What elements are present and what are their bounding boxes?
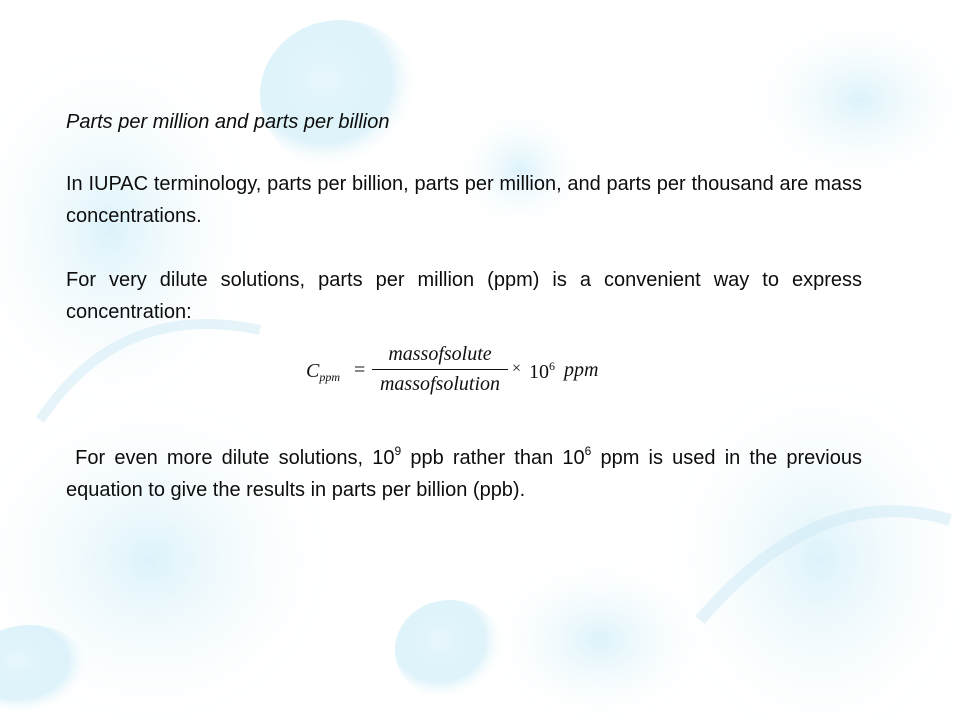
superscript-6: 6 [584,444,592,458]
formula-exponent: 6 [549,359,555,373]
formula-numerator: massofsolute [388,343,492,365]
paragraph-dilute: For very dilute solutions, parts per million (ppm) is a convenient way to express concentration: [66,269,862,323]
formula-times: × [512,360,522,377]
formula-lhs: $C_{ppm}$ [306,360,341,384]
superscript-9: 9 [394,444,402,458]
formula-fraction [370,342,510,396]
slide-content [66,108,862,506]
formula-equals: = [354,359,366,381]
formula-denominator: massofsolution [379,373,501,395]
formula-power: $10^6$ [529,359,555,383]
paragraph-iupac: In IUPAC terminology, parts per billion, parts per million, and parts per thousand are mass concentrations. [66,173,862,227]
formula-unit: ppm [564,359,599,381]
paragraph-ppb: For even more dilute solutions, $10^9$ ppb rather than $10^6$ ppm is used in the previous equation to give the results in parts per billion (ppb). [66,444,862,501]
ppm-formula [66,342,862,404]
formula-lhs-subscript: ppm [319,370,341,384]
slide-heading: Parts per million and parts per billion [66,111,390,133]
